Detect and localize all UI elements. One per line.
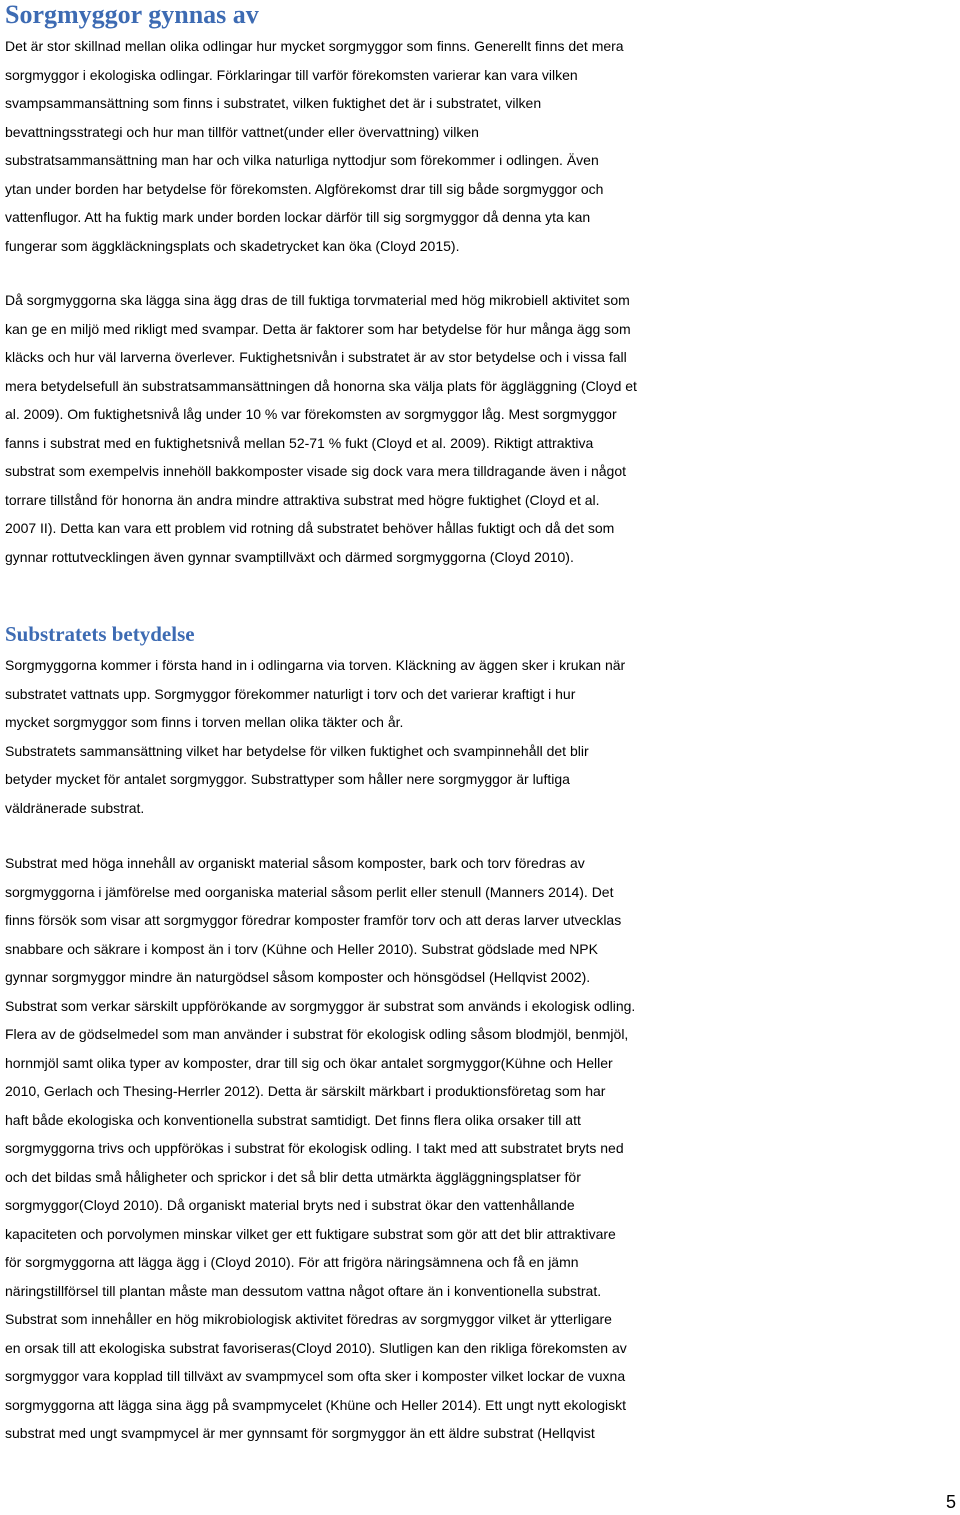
- text-line: 2010, Gerlach och Thesing-Herrler 2012). Detta är särskilt märkbart i produktionsföretag som har: [5, 1083, 606, 1099]
- text-line: sorgmyggor i ekologiska odlingar. Förklaringar till varför förekomsten varierar kan vara vilken: [5, 66, 578, 83]
- text-line: näringstillförsel till plantan måste man dessutom vattna något oftare än i konventionella substrat.: [5, 1282, 602, 1299]
- page-number: 5: [945, 1492, 956, 1512]
- text-line: Sorgmyggorna kommer i första hand in i odlingarna via torven. Kläckning av äggen sker i krukan när: [5, 657, 626, 673]
- text-line: Substratets sammansättning vilket har betydelse för vilken fuktighet och svampinnehåll det blir: [5, 742, 589, 759]
- text-line: finns försök som visar att sorgmyggor föredrar komposter framför torv och att deras larver utvecklas: [5, 912, 622, 928]
- text-line: kan ge en miljö med rikligt med svampar. Detta är faktorer som har betydelse för hur många ägg som: [5, 320, 631, 337]
- text-line: väldränerade substrat.: [5, 799, 145, 816]
- paragraph-1: [5, 32, 960, 260]
- text-line: fungerar som äggkläckningsplats och skadetrycket kan öka (Cloyd 2015).: [5, 237, 460, 254]
- text-line: svampsammansättning som finns i substratet, vilken fuktighet det är i substratet, vilken: [5, 95, 542, 111]
- paragraph-2: [5, 286, 960, 571]
- text-line: gynnar rottutvecklingen även gynnar svamptillväxt och därmed sorgmyggorna (Cloyd 2010).: [5, 548, 574, 565]
- text-line: för sorgmyggorna att lägga ägg i (Cloyd 2010). För att frigöra näringsämnena och få en jämn: [5, 1254, 579, 1270]
- text-line: substratet vattnats upp. Sorgmyggor förekommer naturligt i torv och det varierar kraftigt i hur: [5, 685, 576, 702]
- text-line: kapaciteten och porvolymen minskar vilket ger ett fuktigare substrat som gör att det blir attraktivare: [5, 1225, 616, 1242]
- text-line: sorgmyggor vara kopplad till tillväxt av svampmycel som ofta sker i komposter vilket lockar de vuxna: [5, 1368, 626, 1384]
- text-line: snabbare och säkrare i kompost än i torv (Kühne och Heller 2010). Substrat gödslade med NPK: [5, 940, 598, 957]
- text-line: en orsak till att ekologiska substrat favoriseras(Cloyd 2010). Slutligen kan den rikliga förekomsten av: [5, 1339, 627, 1356]
- text-line: sorgmyggorna i jämförelse med oorganiska material såsom perlit eller stenull (Manners 2014). Det: [5, 883, 614, 900]
- paragraph-4: [5, 849, 960, 1448]
- text-line: sorgmyggorna att lägga sina ägg på svampmycelet (Khüne och Heller 2014). Ett ungt nytt ekologiskt: [5, 1396, 627, 1413]
- text-line: sorgmyggor(Cloyd 2010). Då organiskt material bryts ned i substrat ökar den vattenhållande: [5, 1197, 575, 1213]
- text-line: substrat som exempelvis innehöll bakkomposter visade sig dock vara mera tilldragande även i något: [5, 463, 626, 479]
- text-line: kläcks och hur väl larverna överlever. Fuktighetsnivån i substratet är av stor betydelse och i vissa fall: [5, 349, 627, 365]
- text-line: mera betydelsefull än substratsammansättningen då honorna ska välja plats för äggläggning (Cloyd et: [5, 377, 637, 394]
- text-line: haft både ekologiska och konventionella substrat samtidigt. Det finns flera olika orsaker till att: [5, 1111, 581, 1128]
- paragraph-3: [5, 651, 960, 822]
- text-line: 2007 II). Detta kan vara ett problem vid rotning då substratet behöver hållas fuktigt och då det som: [5, 520, 615, 536]
- text-line: Substrat som verkar särskilt uppförökande av sorgmyggor är substrat som används i ekologisk odling.: [5, 997, 636, 1014]
- text-line: Det är stor skillnad mellan olika odlingar hur mycket sorgmyggor som finns. Generellt finns det mera: [5, 38, 624, 54]
- text-line: sorgmyggorna trivs och uppförökas i substrat för ekologisk odling. I takt med att substratet bryts ned: [5, 1140, 624, 1156]
- text-line: substratsammansättning man har och vilka naturliga nyttodjur som förekommer i odlingen. Även: [5, 152, 599, 168]
- text-line: betyder mycket för antalet sorgmyggor. Substrattyper som håller nere sorgmyggor är luftiga: [5, 771, 570, 787]
- section-heading-sorgmyggor-gynnas: Sorgmyggor gynnas av: [5, 0, 259, 29]
- text-line: mycket sorgmyggor som finns i torven mellan olika täkter och år.: [5, 714, 404, 730]
- text-line: torrare tillstånd för honorna än andra mindre attraktiva substrat med högre fuktighet (Cloyd et al.: [5, 491, 600, 508]
- text-line: bevattningsstrategi och hur man tillför vattnet(under eller övervattning) vilken: [5, 123, 479, 140]
- text-line: vattenflugor. Att ha fuktig mark under borden lockar därför till sig sorgmyggor då denna yta kan: [5, 209, 591, 225]
- text-line: Substrat som innehåller en hög mikrobiologisk aktivitet föredras av sorgmyggor vilket är ytterligare: [5, 1311, 612, 1327]
- section-heading-substratets-betydelse: Substratets betydelse: [5, 622, 195, 646]
- text-line: hornmjöl samt olika typer av komposter, drar till sig och ökar antalet sorgmyggor(Kühne och Heller: [5, 1054, 613, 1071]
- text-line: al. 2009). Om fuktighetsnivå låg under 10 % var förekomsten av sorgmyggor låg. Mest sorgmyggor: [5, 406, 617, 422]
- text-line: och det bildas små håligheter och sprickor i det så blir detta utmärkta äggläggningsplatser för: [5, 1168, 581, 1185]
- text-line: gynnar sorgmyggor mindre än naturgödsel såsom komposter och hönsgödsel (Hellqvist 2002).: [5, 969, 591, 985]
- text-line: substrat med ungt svampmycel är mer gynnsamt för sorgmyggor än ett äldre substrat (Hellqvist: [5, 1425, 595, 1441]
- text-line: Då sorgmyggorna ska lägga sina ägg dras de till fuktiga torvmaterial med hög mikrobiell aktivitet som: [5, 292, 630, 308]
- text-line: fanns i substrat med en fuktighetsnivå mellan 52-71 % fukt (Cloyd et al. 2009). Riktigt attraktiva: [5, 434, 594, 451]
- text-line: Substrat med höga innehåll av organiskt material såsom komposter, bark och torv föredras av: [5, 855, 585, 871]
- text-line: Flera av de gödselmedel som man använder i substrat för ekologisk odling såsom blodmjöl, benmjöl,: [5, 1026, 629, 1042]
- text-line: ytan under borden har betydelse för förekomsten. Algförekomst drar till sig både sorgmyggor och: [5, 180, 604, 197]
